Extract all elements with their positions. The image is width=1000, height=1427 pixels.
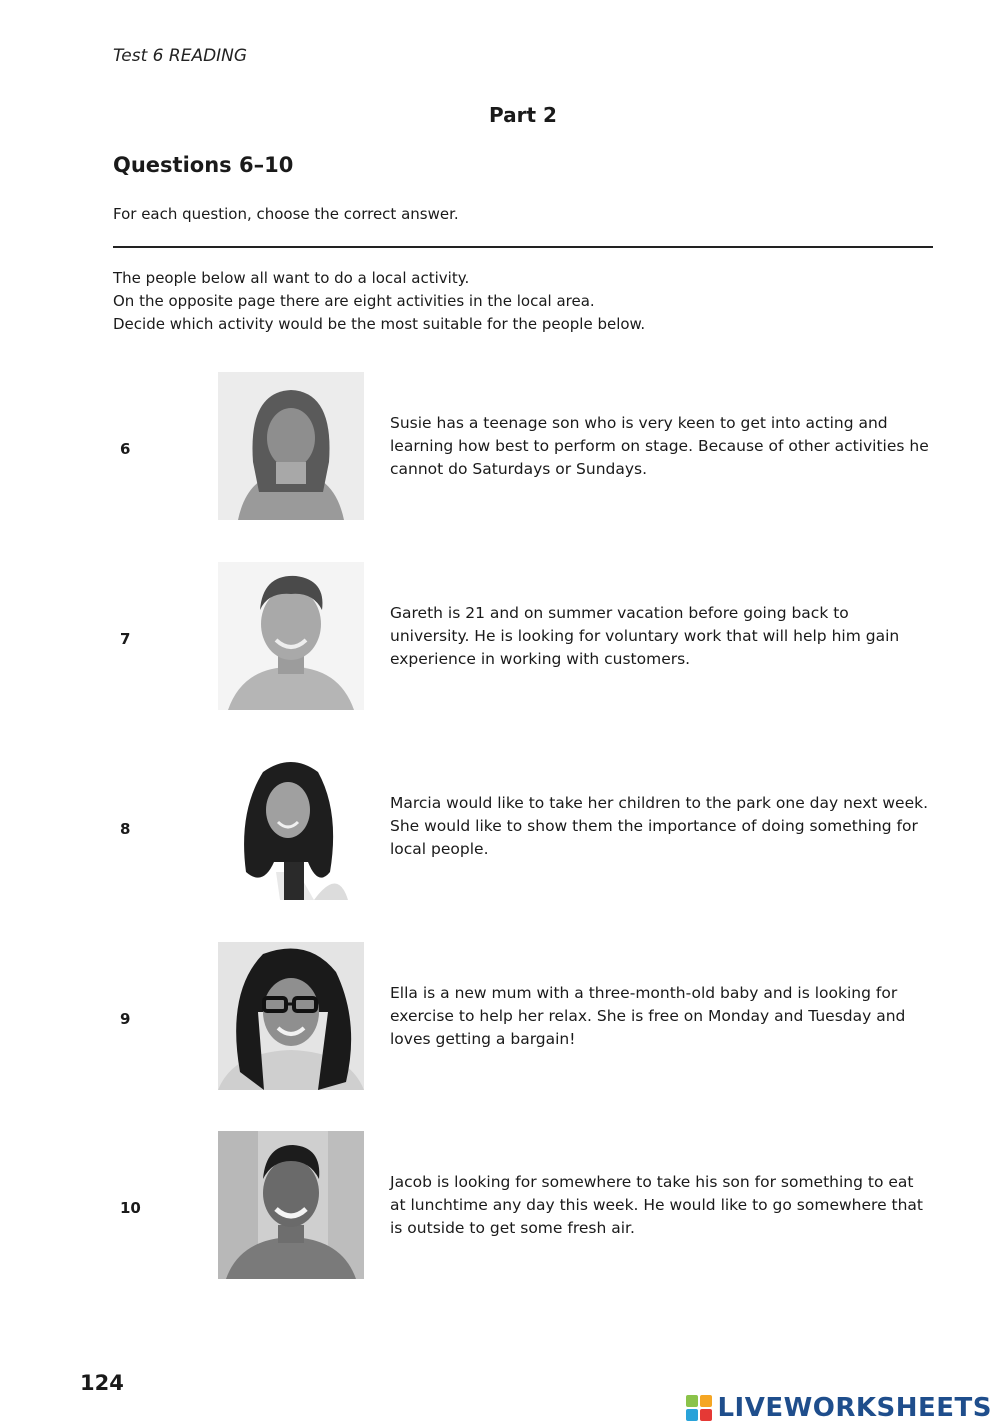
portrait-photo-jacob [218,1131,364,1279]
liveworksheets-logo [686,1393,992,1423]
brand-squares-icon [686,1395,712,1421]
question-text: Gareth is 21 and on summer vacation before going back to university. He is looking for voluntary work that will help him gain experience in working with customers. [390,604,900,668]
running-title: Test 6 READING [113,46,248,66]
portrait-photo-gareth [218,562,364,710]
question-text: Susie has a teenage son who is very keen to get into acting and learning how best to perform on stage. Because of other activities he cannot do Saturdays or Sundays. [390,414,929,478]
question-number: 9 [120,1010,131,1028]
portrait-photo-ella [218,942,364,1090]
intro-line: Decide which activity would be the most suitable for the people below. [113,315,646,333]
intro-line: On the opposite page there are eight activities in the local area. [113,292,595,310]
question-number: 8 [120,820,131,838]
question-number: 6 [120,440,131,458]
question-number: 10 [120,1199,141,1217]
intro-line: The people below all want to do a local activity. [113,269,470,287]
portrait-photo-susie [218,372,364,520]
question-7 [0,562,1000,712]
instruction-text: For each question, choose the correct answer. [113,205,459,223]
question-text: Jacob is looking for somewhere to take his son for something to eat at lunchtime any day this week. He would like to go somewhere that is outside to get some fresh air. [390,1173,924,1237]
question-9 [0,942,1000,1092]
questions-title: Questions 6–10 [113,153,294,177]
brand-name: LIVEWORKSHEETS [717,1393,992,1423]
question-number: 7 [120,630,131,648]
portrait-photo-marcia [218,752,364,900]
divider-line [113,246,933,248]
question-10 [0,1131,1000,1281]
question-text: Marcia would like to take her children to the park one day next week. She would like to show them the importance of doing something for local people. [390,794,929,858]
question-8 [0,752,1000,902]
intro-text [113,267,645,336]
question-6 [0,372,1000,522]
part-title: Part 2 [489,103,557,127]
page-number: 124 [80,1371,124,1395]
question-text: Ella is a new mum with a three-month-old baby and is looking for exercise to help her relax. She is free on Monday and Tuesday and loves getting a bargain! [390,984,906,1048]
